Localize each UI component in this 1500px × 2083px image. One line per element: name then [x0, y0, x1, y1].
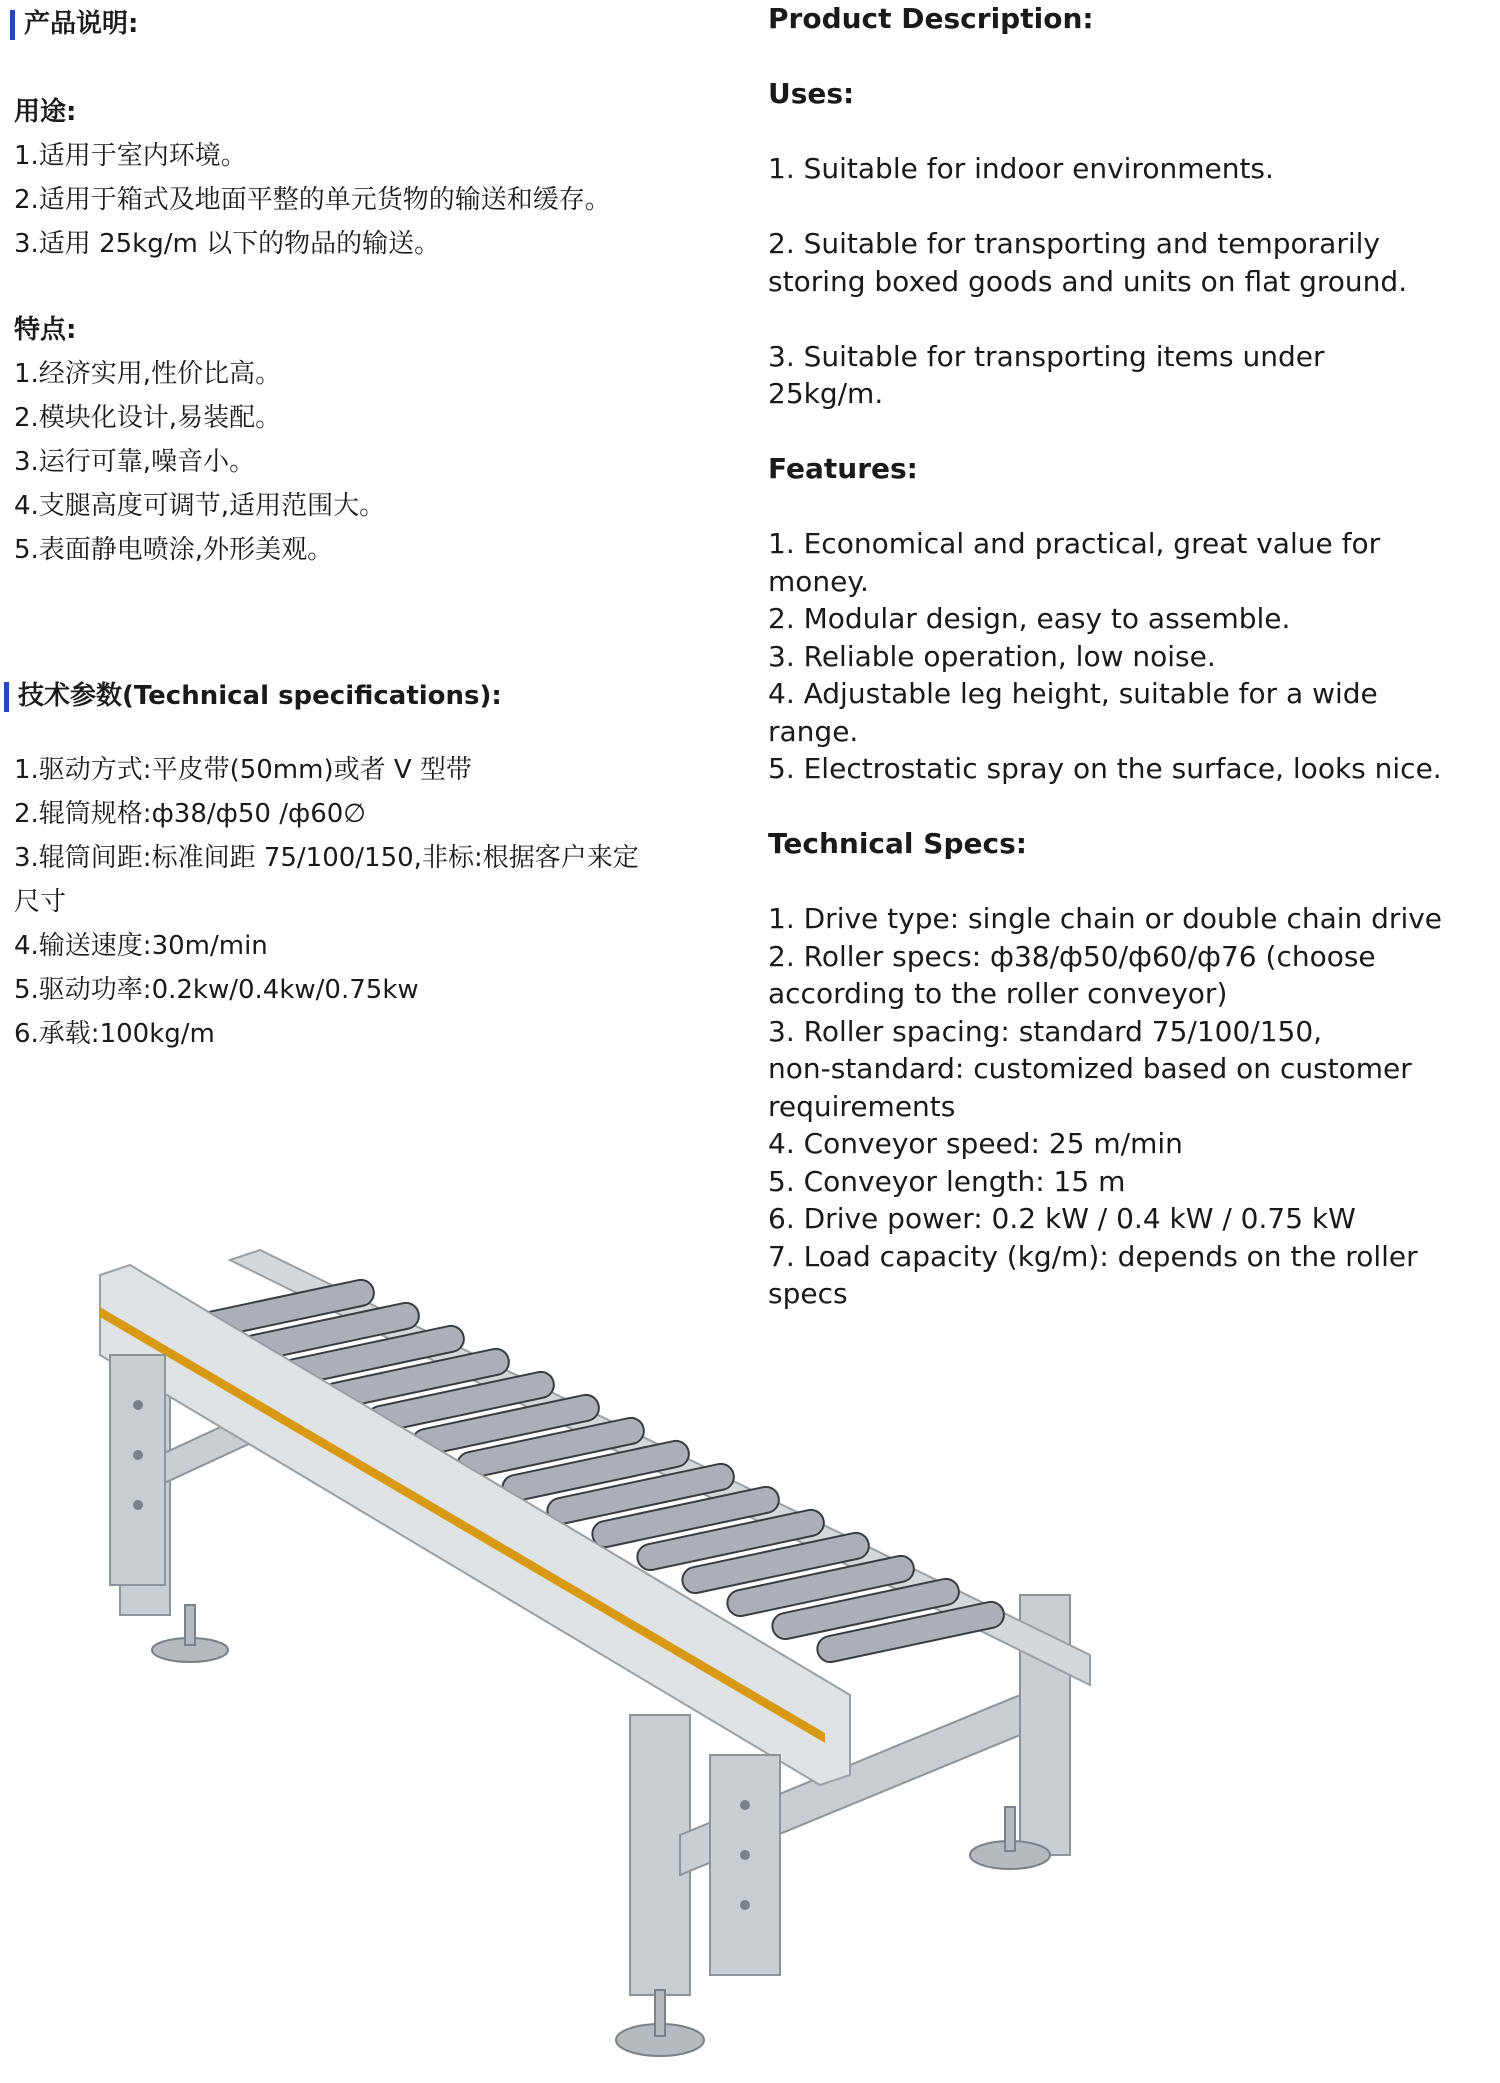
list-item: 5.表面静电喷涂,外形美观。	[14, 535, 334, 565]
list-item: 2. Modular design, easy to assemble.	[768, 602, 1291, 635]
list-item: 1. Economical and practical, great value for	[768, 527, 1381, 560]
leveling-feet	[152, 1605, 1050, 2056]
list-item: 1. Drive type: single chain or double chain drive	[768, 902, 1443, 935]
list-item: 6. Drive power: 0.2 kW / 0.4 kW / 0.75 kW	[768, 1202, 1356, 1235]
list-item: 4.输送速度:30m/min	[14, 931, 268, 961]
chinese-description-column	[14, 0, 734, 1056]
list-item: 3.适用 25kg/m 以下的物品的输送。	[14, 229, 441, 259]
list-item: 25kg/m.	[768, 377, 884, 410]
uses-title-cn: 用途:	[14, 97, 77, 127]
list-item: 4. Conveyor speed: 25 m/min	[768, 1127, 1183, 1160]
list-item: 2. Roller specs: ф38/ф50/ф60/ф76 (choose	[768, 939, 1376, 973]
list-item: 2.适用于箱式及地面平整的单元货物的输送和缓存。	[14, 185, 611, 215]
list-item: 1.经济实用,性价比高。	[14, 359, 282, 389]
list-item: 1.适用于室内环境。	[14, 141, 247, 171]
list-item: 2.辊筒规格:ф38/ф50 /ф60∅	[14, 799, 366, 829]
list-item: 4.支腿高度可调节,适用范围大。	[14, 491, 386, 521]
product-description-heading-cn: 产品说明:	[14, 2, 734, 46]
product-description-heading-en: Product Description:	[768, 2, 1094, 35]
list-item: 3.运行可靠,噪音小。	[14, 447, 256, 477]
list-item: 5. Conveyor length: 15 m	[768, 1164, 1126, 1198]
features-title-en: Features:	[768, 452, 918, 485]
list-item: 5. Electrostatic spray on the surface, looks nice.	[768, 752, 1442, 785]
list-item: non-standard: customized based on customer	[768, 1052, 1412, 1085]
features-title-cn: 特点:	[14, 315, 77, 345]
list-item: 7. Load capacity (kg/m): depends on the roller	[768, 1239, 1418, 1273]
list-item: range.	[768, 714, 859, 748]
list-item: 6.承载:100kg/m	[14, 1019, 215, 1049]
list-item: specs	[768, 1277, 848, 1310]
technical-specs-heading-en: Technical Specs:	[768, 827, 1027, 860]
list-item: 2.模块化设计,易装配。	[14, 403, 282, 433]
list-item: 1.驱动方式:平皮带(50mm)或者 V 型带	[14, 755, 472, 785]
list-item: 5.驱动功率:0.2kw/0.4kw/0.75kw	[14, 975, 419, 1005]
list-item: 3. Roller spacing: standard 75/100/150,	[768, 1014, 1323, 1048]
technical-specs-heading-cn: 技术参数(Technical specifications):	[8, 674, 734, 718]
english-description-column	[768, 0, 1488, 1313]
list-item: 尺寸	[14, 887, 67, 917]
list-item: according to the roller conveyor)	[768, 977, 1228, 1010]
list-item: 3. Reliable operation, low noise.	[768, 639, 1216, 673]
list-item: 3. Suitable for transporting items under	[768, 339, 1325, 373]
list-item: 3.辊筒间距:标准间距 75/100/150,非标:根据客户来定	[14, 843, 639, 873]
list-item: 2. Suitable for transporting and temporarily	[768, 227, 1380, 260]
roller-conveyor-image	[90, 1195, 1170, 2075]
list-item: money.	[768, 564, 869, 598]
list-item: 4. Adjustable leg height, suitable for a wide	[768, 677, 1378, 710]
list-item: storing boxed goods and units on flat ground.	[768, 264, 1408, 298]
uses-title-en: Uses:	[768, 77, 855, 110]
list-item: requirements	[768, 1089, 956, 1123]
list-item: 1. Suitable for indoor environments.	[768, 152, 1274, 185]
